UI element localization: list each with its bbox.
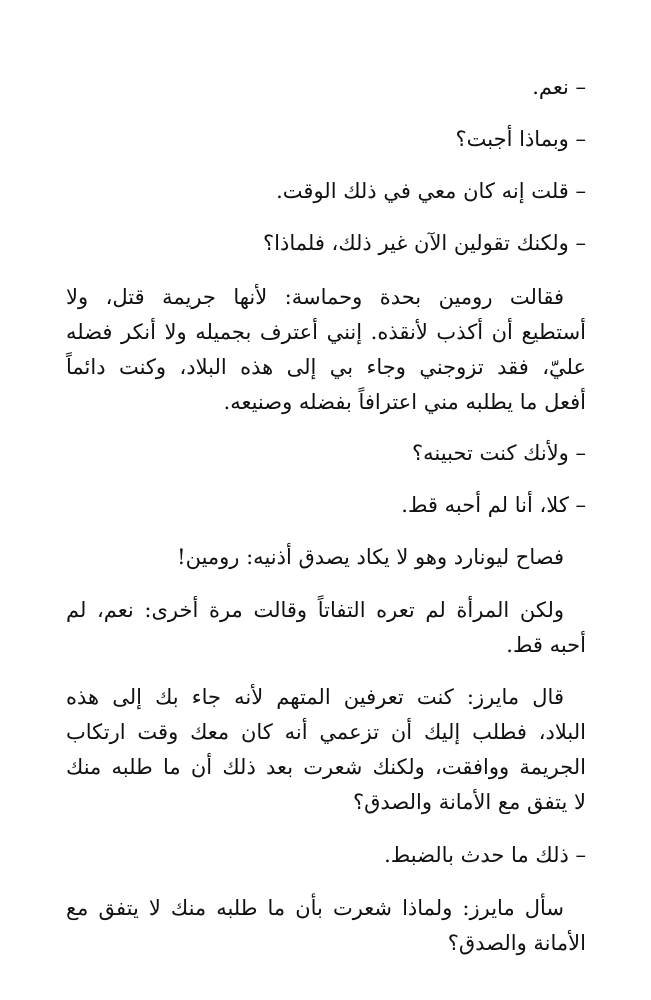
text-line: الجريمة ووافقت، ولكنك شعرت بعد ذلك أن ما طلبه منك [66,755,586,779]
text-line: البلاد، فطلب إليك أن تزعمي أنه كان معك وقت ارتكاب [66,720,586,744]
text-line: فقالت رومين بحدة وحماسة: لأنها جريمة قتل، ولا [66,285,564,309]
text-line: أستطيع أن أكذب لأنقذه. إنني أعترف بجميله ولا أنكر فضله [66,320,586,344]
text-line: أفعل ما يطلبه مني اعترافاً بفضله وصنيعه. [223,390,586,414]
text-line: أحبه قط. [506,633,586,657]
text-line: – ولكنك تقولين الآن غير ذلك، فلماذا؟ [263,231,586,255]
text-line: – وبماذا أجبت؟ [455,127,586,151]
text-line: عليّ، فقد تزوجني وجاء بي إلى هذه البلاد، وكنت دائماً [66,355,586,379]
text-line: سأل مايرز: ولماذا شعرت بأن ما طلبه منك لا يتفق مع [66,896,564,920]
text-line: الأمانة والصدق؟ [447,931,586,955]
text-line: – ولأنك كنت تحبينه؟ [412,441,586,465]
text-line: قال مايرز: كنت تعرفين المتهم لأنه جاء بك إلى هذه [66,685,564,709]
text-line: ولكن المرأة لم تعره التفاتاً وقالت مرة أخرى: نعم، لم [66,598,564,622]
text-line: – نعم. [532,75,586,99]
text-line: فصاح ليونارد وهو لا يكاد يصدق أذنيه: رومين! [177,545,564,569]
text-line: – قلت إنه كان معي في ذلك الوقت. [276,179,586,203]
text-line: – كلا، أنا لم أحبه قط. [401,493,586,517]
text-line: لا يتفق مع الأمانة والصدق؟ [352,790,586,814]
text-line: – ذلك ما حدث بالضبط. [384,843,586,867]
